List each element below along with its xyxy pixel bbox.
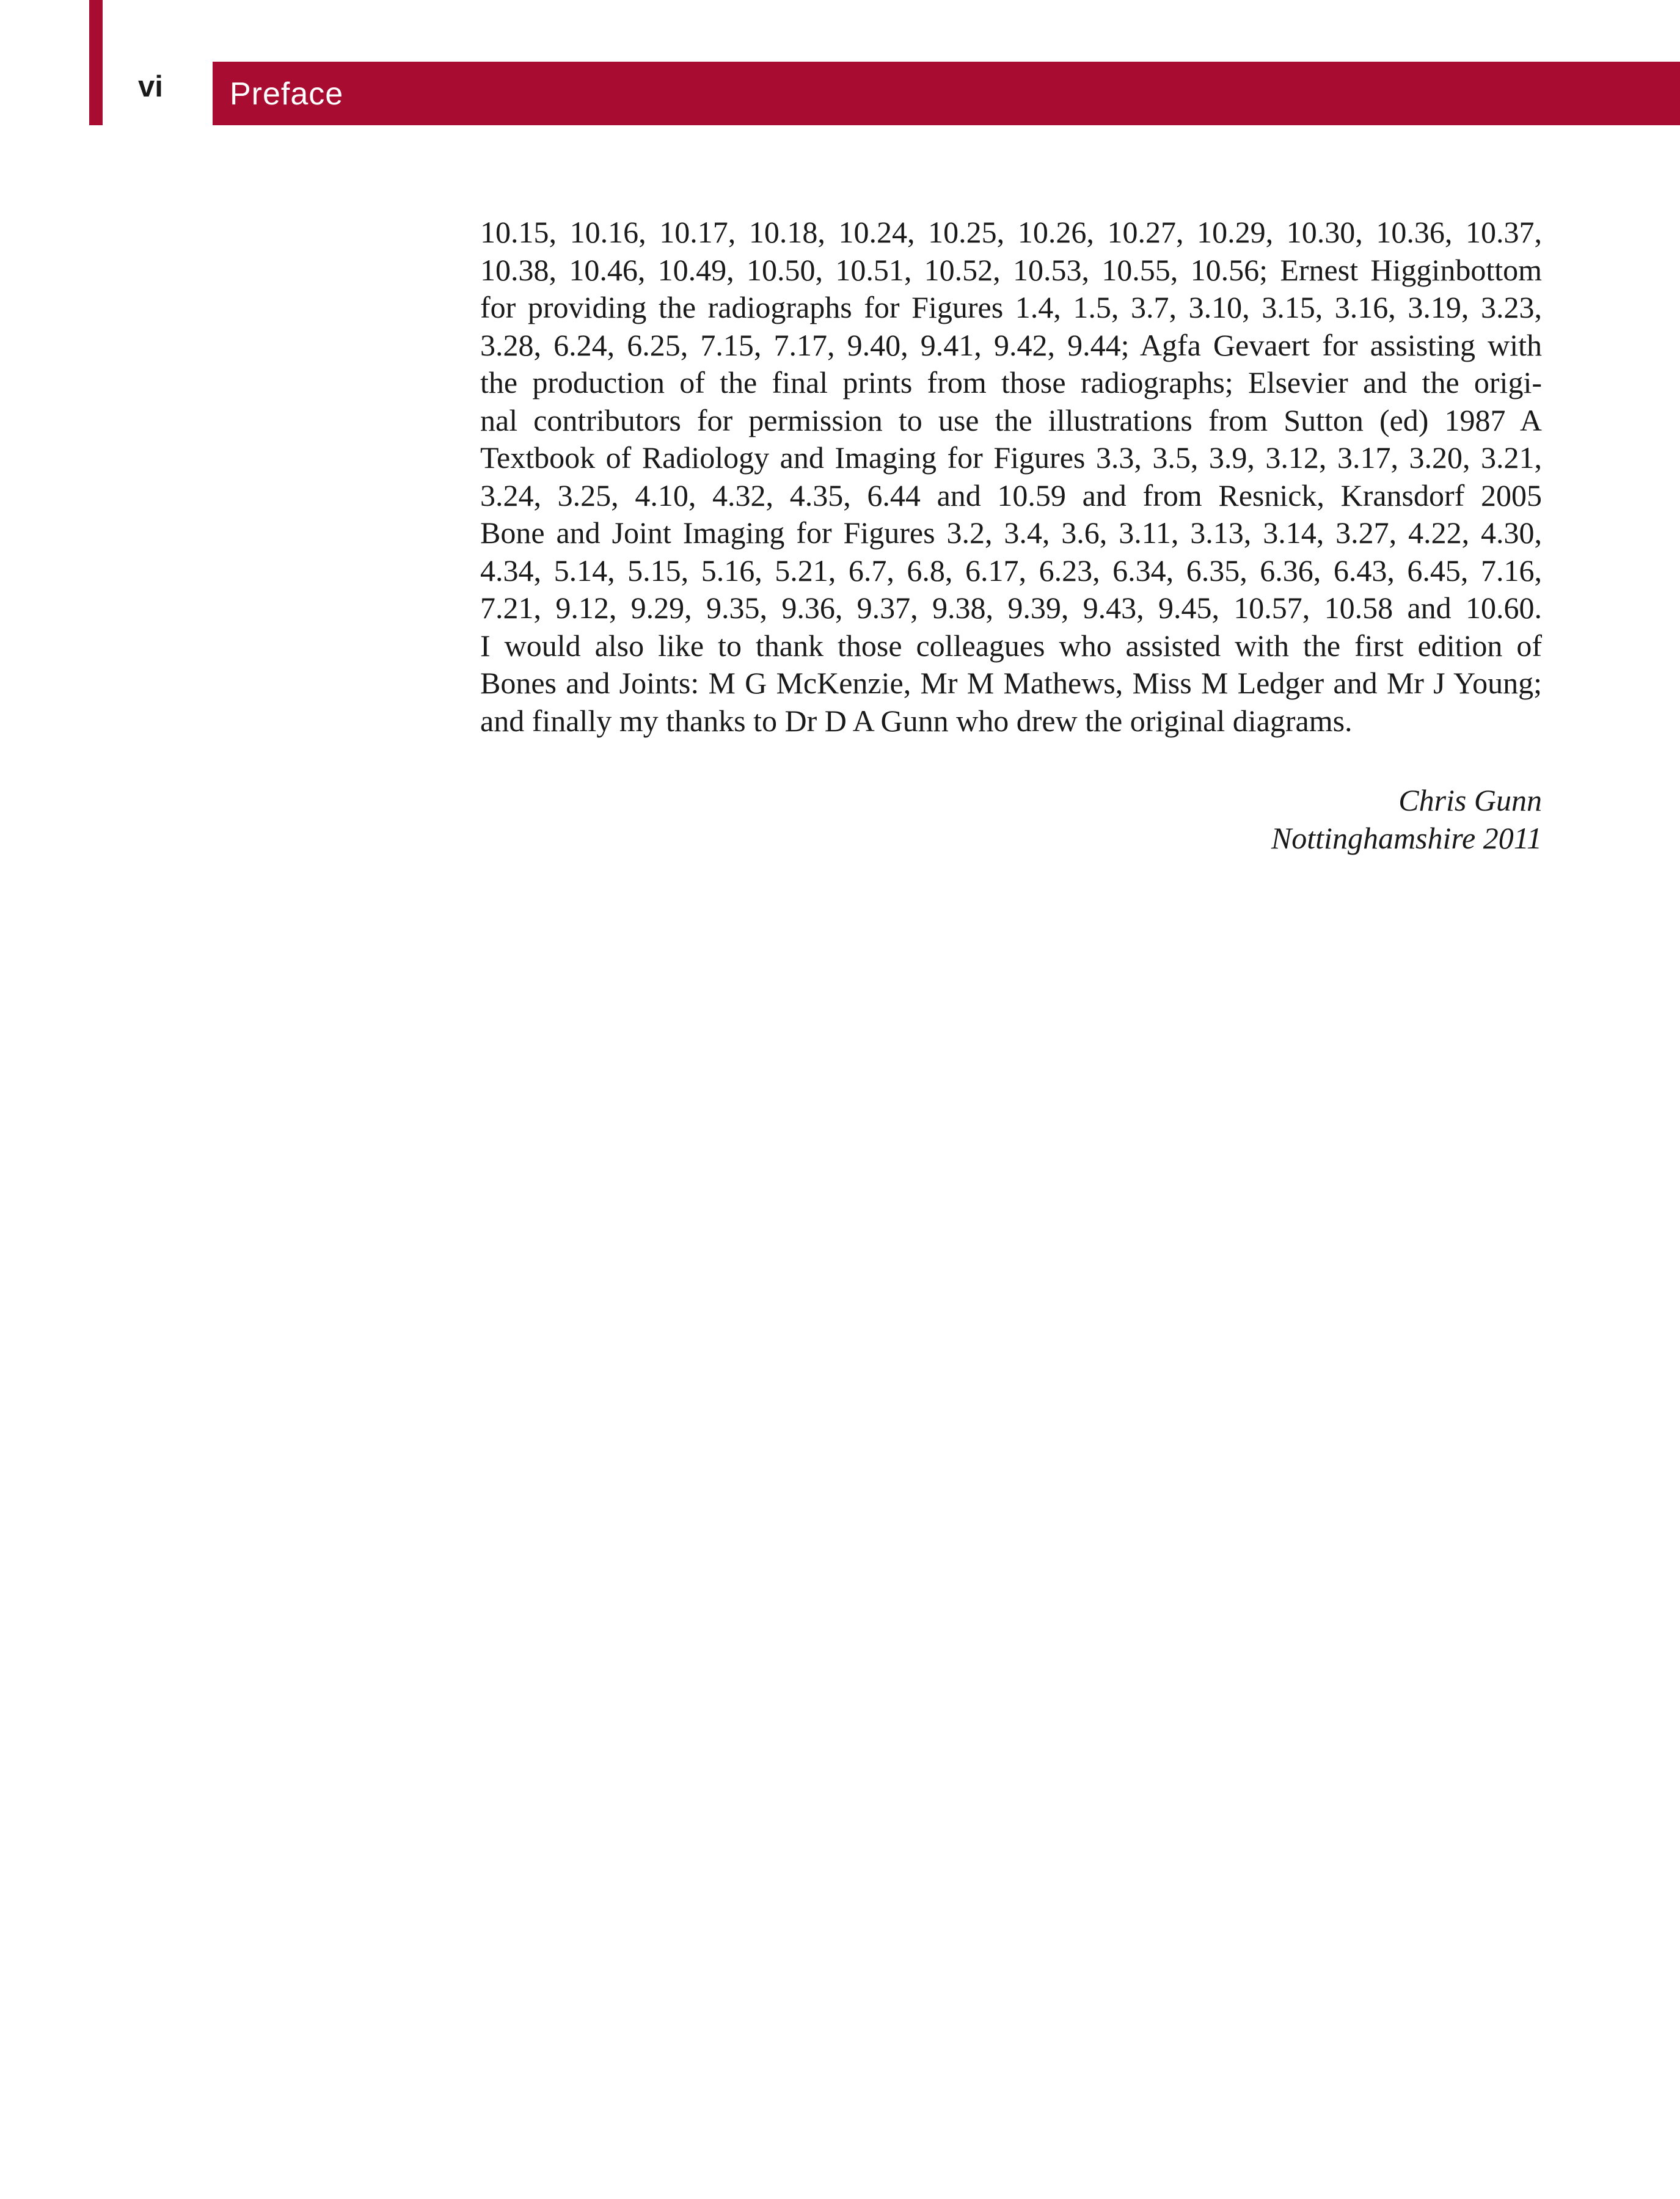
text-line: the production of the final prints from those radiographs; Elsevier and the origi- (480, 365, 1542, 399)
text-line: for providing the radiographs for Figures 1.4, 1.5, 3.7, 3.10, 3.15, 3.16, 3.19, 3.23, (480, 290, 1542, 324)
text-line: 4.34, 5.14, 5.15, 5.16, 5.21, 6.7, 6.8, 6.17, 6.23, 6.34, 6.35, 6.36, 6.43, 6.45, 7.16, (480, 553, 1542, 588)
preface-body-text (480, 214, 1542, 740)
text-line: 3.28, 6.24, 6.25, 7.15, 7.17, 9.40, 9.41, 9.42, 9.44; Agfa Gevaert for assisting with (480, 327, 1542, 362)
section-title: Preface (230, 76, 344, 112)
text-line: 3.24, 3.25, 4.10, 4.32, 4.35, 6.44 and 10.59 and from Resnick, Kransdorf 2005 (480, 478, 1542, 512)
text-line: nal contributors for permission to use the illustrations from Sutton (ed) 1987 A (480, 403, 1542, 437)
signature-block (1039, 782, 1542, 857)
text-line: 10.38, 10.46, 10.49, 10.50, 10.51, 10.52, 10.53, 10.55, 10.56; Ernest Higginbottom (480, 252, 1542, 287)
text-line: 7.21, 9.12, 9.29, 9.35, 9.36, 9.37, 9.38, 9.39, 9.43, 9.45, 10.57, 10.58 and 10.60. (480, 591, 1542, 625)
author-place-year: Nottinghamshire 2011 (1271, 820, 1542, 855)
page-edge-accent-bar (89, 0, 103, 125)
text-line: I would also like to thank those colleagues who assisted with the first edition of (480, 628, 1542, 663)
text-line: Bones and Joints: M G McKenzie, Mr M Mathews, Miss M Ledger and Mr J Young; (480, 666, 1542, 700)
running-header-band (213, 62, 1680, 125)
text-line: Textbook of Radiology and Imaging for Figures 3.3, 3.5, 3.9, 3.12, 3.17, 3.20, 3.21, (480, 440, 1542, 475)
text-line: 10.15, 10.16, 10.17, 10.18, 10.24, 10.25, 10.26, 10.27, 10.29, 10.30, 10.36, 10.37, (480, 215, 1542, 249)
page-number: vi (138, 70, 163, 103)
text-line: Bone and Joint Imaging for Figures 3.2, 3.4, 3.6, 3.11, 3.13, 3.14, 3.27, 4.22, 4.30, (480, 516, 1542, 550)
text-line: and finally my thanks to Dr D A Gunn who drew the original diagrams. (480, 703, 1353, 738)
author-name: Chris Gunn (1398, 783, 1542, 817)
